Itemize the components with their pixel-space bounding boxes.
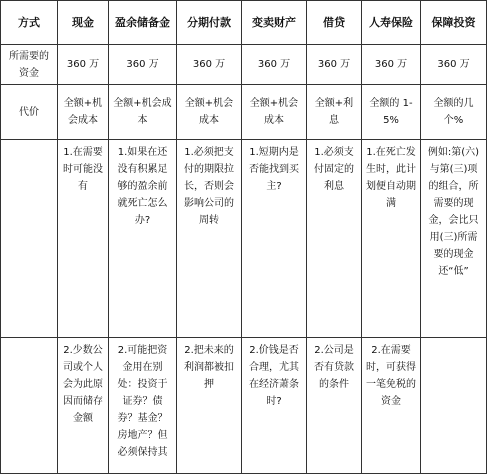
table-cell: 360 万 [58,45,109,85]
table-cell [242,140,307,338]
note-text: 例如:第(六)与第(三)项的组合，所需要的现金，会比只用(三)所需要的现金还“低” [427,147,480,277]
table-cell [242,338,307,474]
table-cell: 360 万 [421,45,487,85]
table-cell [421,338,487,474]
row-label-cost: 代价 [1,85,58,140]
table-cell [421,140,487,338]
table-cell: 全额+机会成本 [109,85,177,140]
note-text: 1.在死亡发生时，此计划便自动期满 [366,147,416,209]
note-text: 2.价钱是否合理，尤其在经济萧条时? [249,345,299,407]
note-text: 2.把未来的利润都被扣押 [184,345,234,390]
row-label-notes [1,338,58,474]
table-cell [307,140,362,338]
row-required-funds [1,45,487,85]
table-cell: 360 万 [109,45,177,85]
note-text: 2.在需要时，可获得一笔免税的资金 [366,345,416,407]
header-protection-investment: 保障投资 [421,1,487,45]
table-cell: 全额+机会成本 [242,85,307,140]
table-cell: 全额+机会成本 [177,85,242,140]
header-row [1,1,487,45]
table-cell: 全额的几个% [421,85,487,140]
table-cell: 全额+利息 [307,85,362,140]
note-text: 1.短期内是否能找到买主? [249,147,299,192]
row-label-funds: 所需要的资金 [1,45,58,85]
table-cell: 360 万 [307,45,362,85]
row-notes-2 [1,338,487,474]
header-cash: 现金 [58,1,109,45]
note-text: 1.必须支付固定的利息 [314,147,354,192]
header-method: 方式 [1,1,58,45]
table-cell: 全额的 1-5% [362,85,421,140]
note-text: 2.公司是否有贷款的条件 [314,345,354,390]
table-cell [109,338,177,474]
table-cell [109,140,177,338]
note-text: 2.少数公司或个人会为此原因而储存金额 [63,345,103,424]
note-text: 1.如果在还没有积累足够的盈余前就死亡怎么办? [117,147,168,226]
row-notes-1 [1,140,487,338]
header-surplus-reserve: 盈余储备金 [109,1,177,45]
table-cell: 全额+机会成本 [58,85,109,140]
note-text: 1.必须把支付的期限拉长，否则会影响公司的周转 [184,147,234,226]
header-sell-property: 变卖财产 [242,1,307,45]
header-loan: 借贷 [307,1,362,45]
table-cell [362,338,421,474]
table-cell [177,140,242,338]
header-life-insurance: 人寿保险 [362,1,421,45]
row-label-notes [1,140,58,338]
table-cell: 360 万 [242,45,307,85]
table-cell [177,338,242,474]
table-cell: 360 万 [177,45,242,85]
header-installment: 分期付款 [177,1,242,45]
table-cell [58,338,109,474]
row-cost [1,85,487,140]
note-text: 1.在需要时可能没有 [63,147,103,192]
table-cell: 360 万 [362,45,421,85]
table-cell [362,140,421,338]
table-cell [307,338,362,474]
table-cell [58,140,109,338]
note-text: 2.可能把资金用在别处：投资于证券？债券？基金？房地产？但必须保持其 [117,345,168,458]
